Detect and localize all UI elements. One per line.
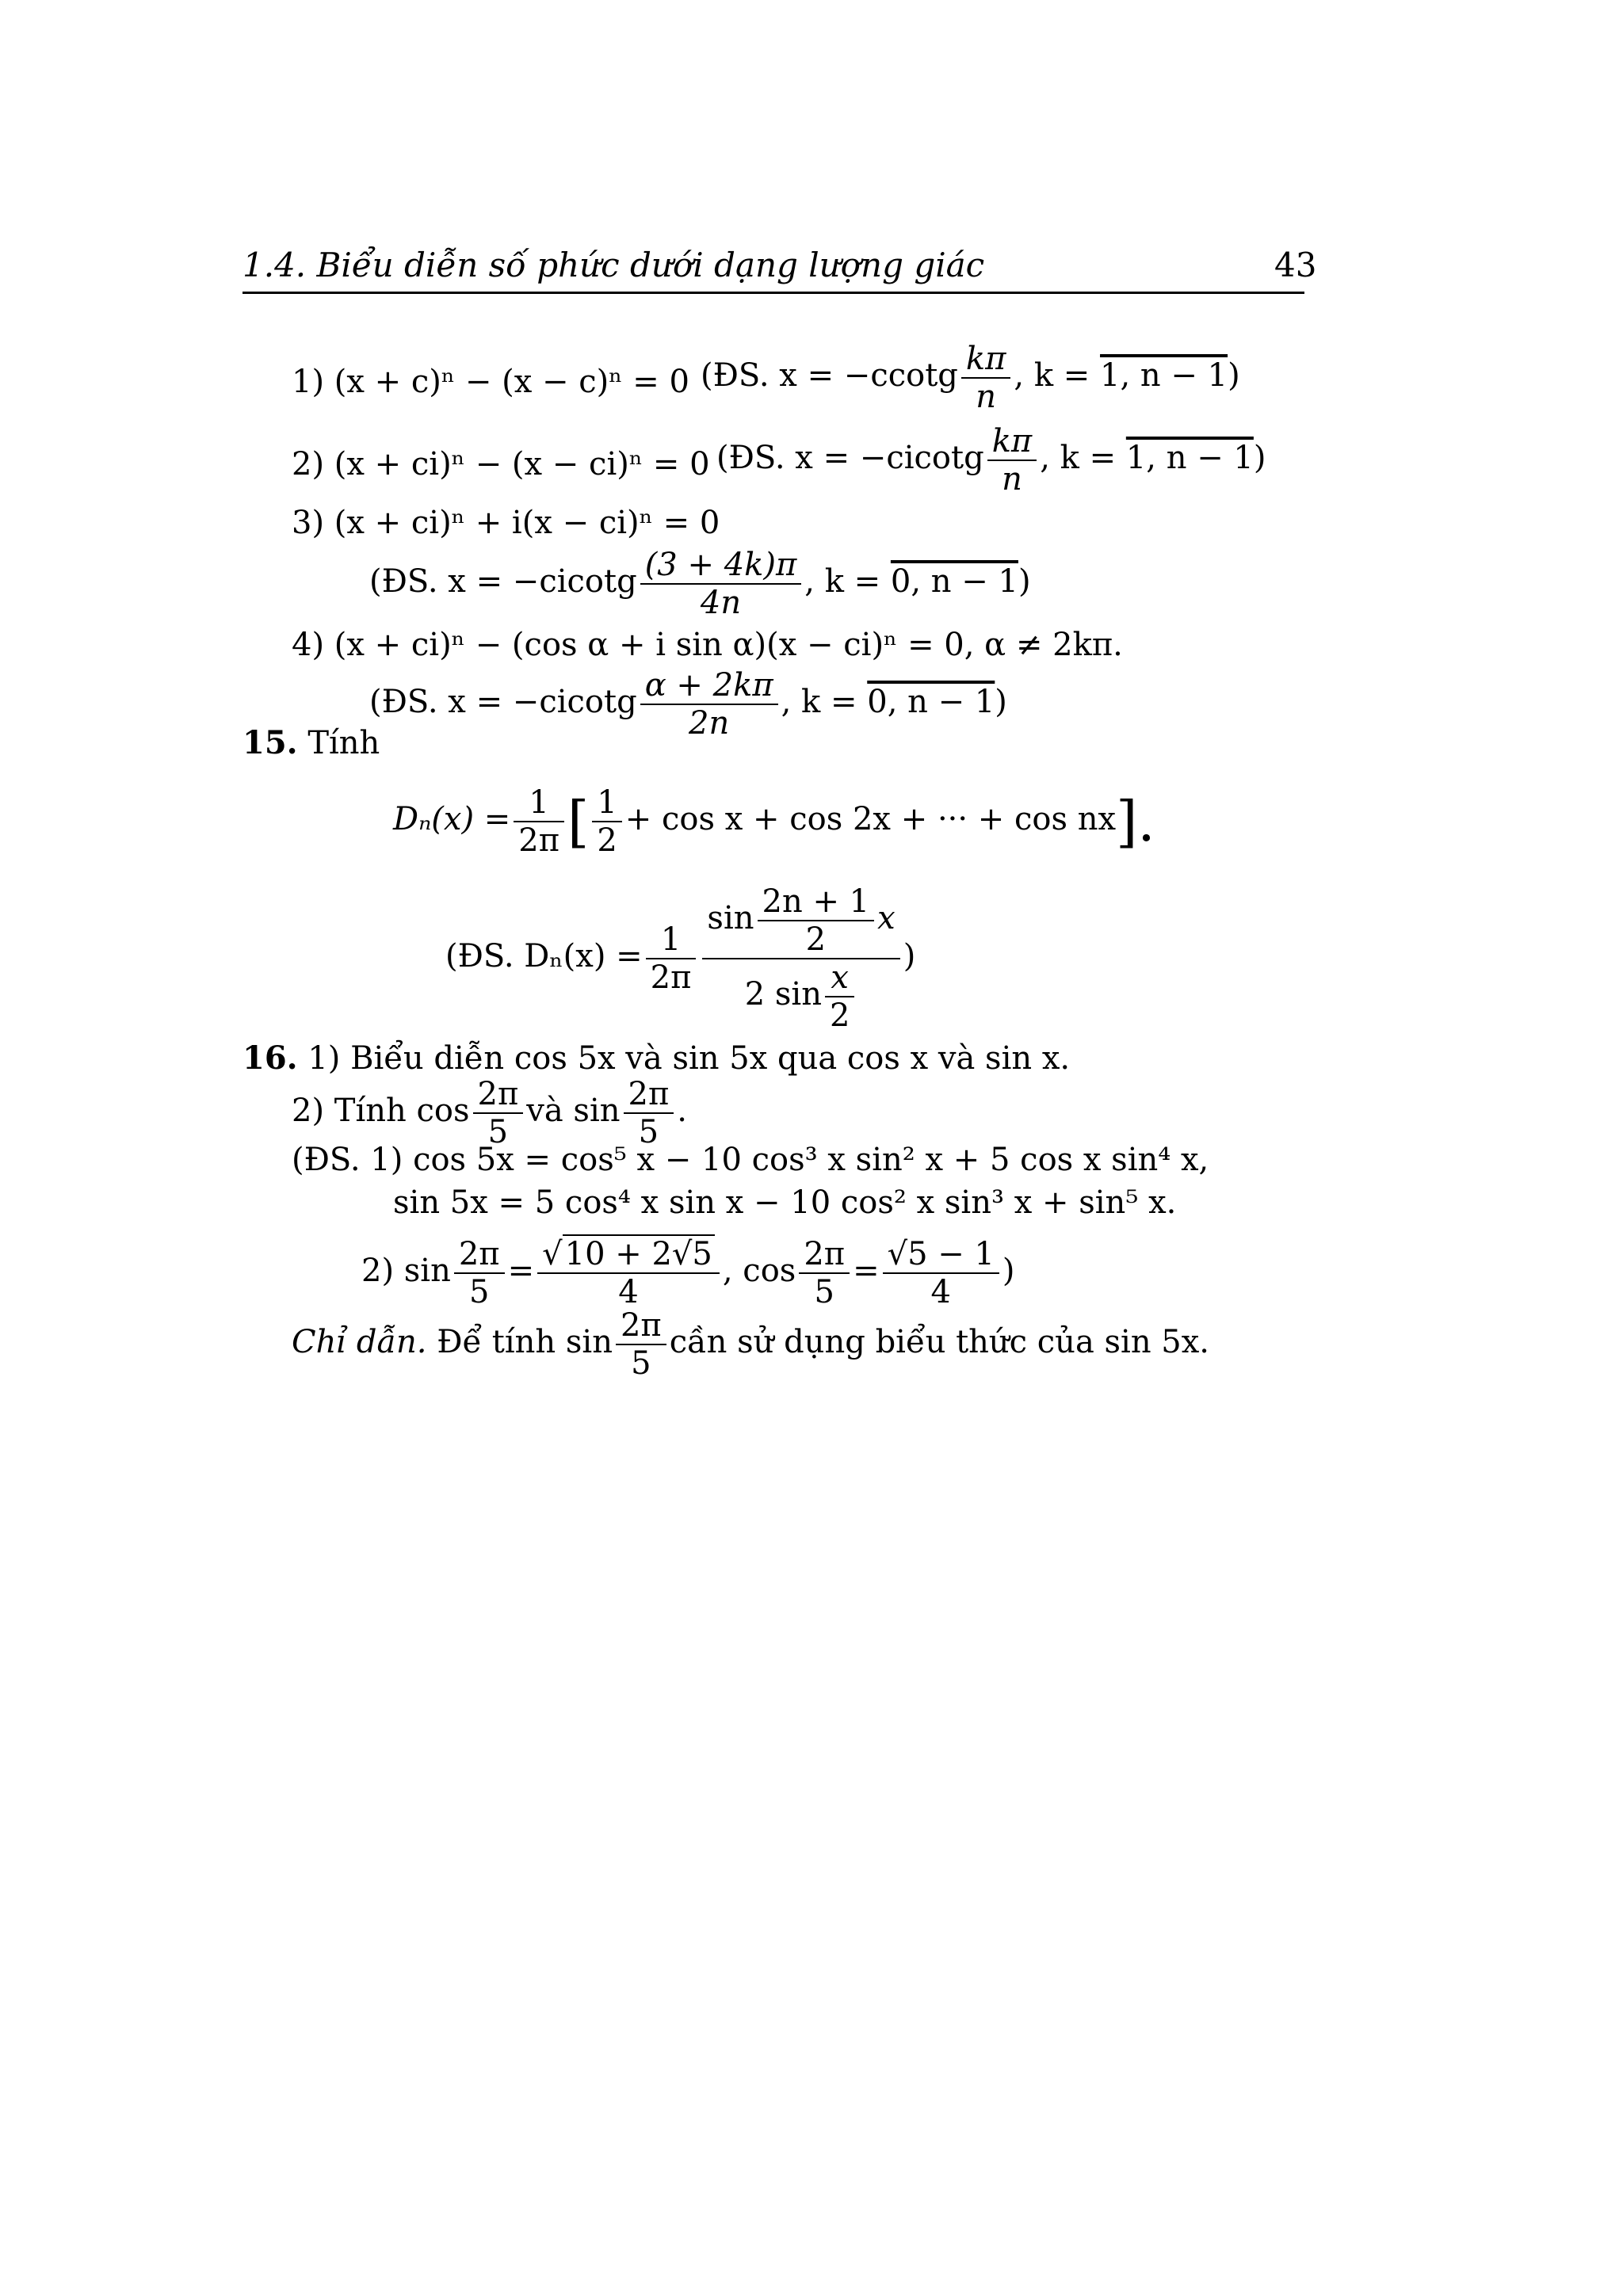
ex15-formula: Dₙ(x) = $\frac{1}{2\pi}$ [ $\frac{1}{2}$ + cos x + cos 2x + ··· + cos nx]. (393, 784, 1155, 859)
fraction: $\frac{2\pi}{5}$ (624, 1076, 674, 1150)
ex16-line1: 1) Biểu diễn cos 5x và sin 5x qua cos x và sin x. (307, 1040, 1071, 1077)
exercise-number: 16. (242, 1039, 298, 1077)
ex16-hint: Chỉ dẫn. Để tính sin $\frac{2\pi}{5}$ cần sử dụng biểu thức của sin 5x. (292, 1307, 1210, 1382)
answer-prefix: (ĐS. x = −cicotg (369, 563, 637, 600)
fraction: $\frac{k\pi}{n}$ (987, 423, 1037, 498)
ex14-item4-answer: (ĐS. x = −cicotg $\frac{\alpha + 2k\pi}{2n}$ , k = 0, n − 1) (369, 667, 1007, 742)
fraction: $\frac{2\pi}{5}$ (799, 1236, 850, 1310)
hint-label: Chỉ dẫn. (292, 1324, 427, 1360)
fraction: $\frac{k\pi}{n}$ (961, 341, 1011, 415)
ex14-item2-answer: (ĐS. x = −cicotg $\frac{k\pi}{n}$ , k = 1, n − 1) (716, 423, 1266, 498)
ex15-heading (242, 724, 380, 761)
ex14-item2-equation: 2) (x + ci)ⁿ − (x − ci)ⁿ = 0 (292, 446, 710, 482)
fraction: $\frac{2\pi}{5}$ (454, 1236, 505, 1310)
ex16-answer2: 2) sin $\frac{2\pi}{5}$ = $\frac{√10 + 2√5}{4}$ , cos $\frac{2\pi}{5}$ = $\frac{√5 - 1}{4}$ ) (361, 1236, 1015, 1310)
ex14-item3-answer: (ĐS. x = −cicotg $\frac{(3 + 4k)\pi}{4n}$ , k = 0, n − 1) (369, 547, 1031, 621)
ex15-answer: (ĐS. Dₙ(x) = $\frac{1}{2\pi}$ sin $\frac{2n + 1}{2}$ x 2 sin $\frac{x}{2}$ ) (445, 883, 916, 1034)
index-range: 1, n − 1 (1125, 440, 1254, 476)
answer-prefix: (ĐS. x = −cicotg (716, 440, 984, 476)
fraction: $\frac{(3 + 4k)\pi}{4n}$ (640, 547, 802, 621)
fraction: $\frac{2\pi}{5}$ (616, 1307, 666, 1382)
fraction: $\frac{1}{2\pi}$ (514, 784, 564, 859)
sqrt-icon: √ (542, 1236, 563, 1272)
exercise-title: Tính (307, 725, 380, 761)
sqrt-icon: √ (887, 1236, 908, 1272)
sqrt-fraction: $\frac{√10 + 2√5}{4}$ (537, 1236, 720, 1310)
left-bracket: [ (567, 789, 590, 854)
ex16-answer1-line2: sin 5x = 5 cos⁴ x sin x − 10 cos² x sin³ x + sin⁵ x. (393, 1184, 1177, 1221)
page-number: 43 (1274, 246, 1317, 284)
index-range: 0, n − 1 (867, 684, 995, 720)
exercise-number: 15. (242, 724, 298, 761)
header-rule (242, 292, 1304, 294)
answer-prefix: (ĐS. x = −cicotg (369, 684, 637, 720)
index-range: 0, n − 1 (890, 563, 1018, 600)
ex14-item3-equation: 3) (x + ci)ⁿ + i(x − ci)ⁿ = 0 (292, 505, 720, 541)
fraction: $\frac{2\pi}{5}$ (473, 1076, 524, 1150)
ex16-heading (242, 1039, 1071, 1077)
fraction: $\frac{1}{2\pi}$ (646, 921, 697, 996)
ex16-answer1-line1: (ĐS. 1) cos 5x = cos⁵ x − 10 cos³ x sin² x + 5 cos x sin⁴ x, (292, 1142, 1209, 1178)
ex16-line2: 2) Tính cos $\frac{2\pi}{5}$ và sin $\frac{2\pi}{5}$ . (292, 1076, 687, 1150)
answer-prefix: (ĐS. x = −ccotg (701, 357, 958, 394)
ex14-item1-answer: (ĐS. x = −ccotg $\frac{k\pi}{n}$ , k = 1, n − 1) (701, 341, 1240, 415)
ex14-item1-equation: 1) (x + c)ⁿ − (x − c)ⁿ = 0 (292, 364, 689, 400)
section-title: 1.4. Biểu diễn số phức dưới dạng lượng giác (242, 246, 985, 284)
ex14-item4-equation: 4) (x + ci)ⁿ − (cos α + i sin α)(x − ci)ⁿ = 0, α ≠ 2kπ. (292, 627, 1123, 663)
sqrt-fraction: $\frac{√5 - 1}{4}$ (883, 1236, 999, 1310)
right-bracket: ]. (1116, 789, 1155, 854)
compound-fraction: sin $\frac{2n + 1}{2}$ x 2 sin $\frac{x}{2}$ (702, 883, 899, 1034)
index-range: 1, n − 1 (1100, 357, 1228, 394)
fraction: $\frac{\alpha + 2k\pi}{2n}$ (640, 667, 778, 742)
fraction: $\frac{1}{2}$ (592, 784, 621, 859)
